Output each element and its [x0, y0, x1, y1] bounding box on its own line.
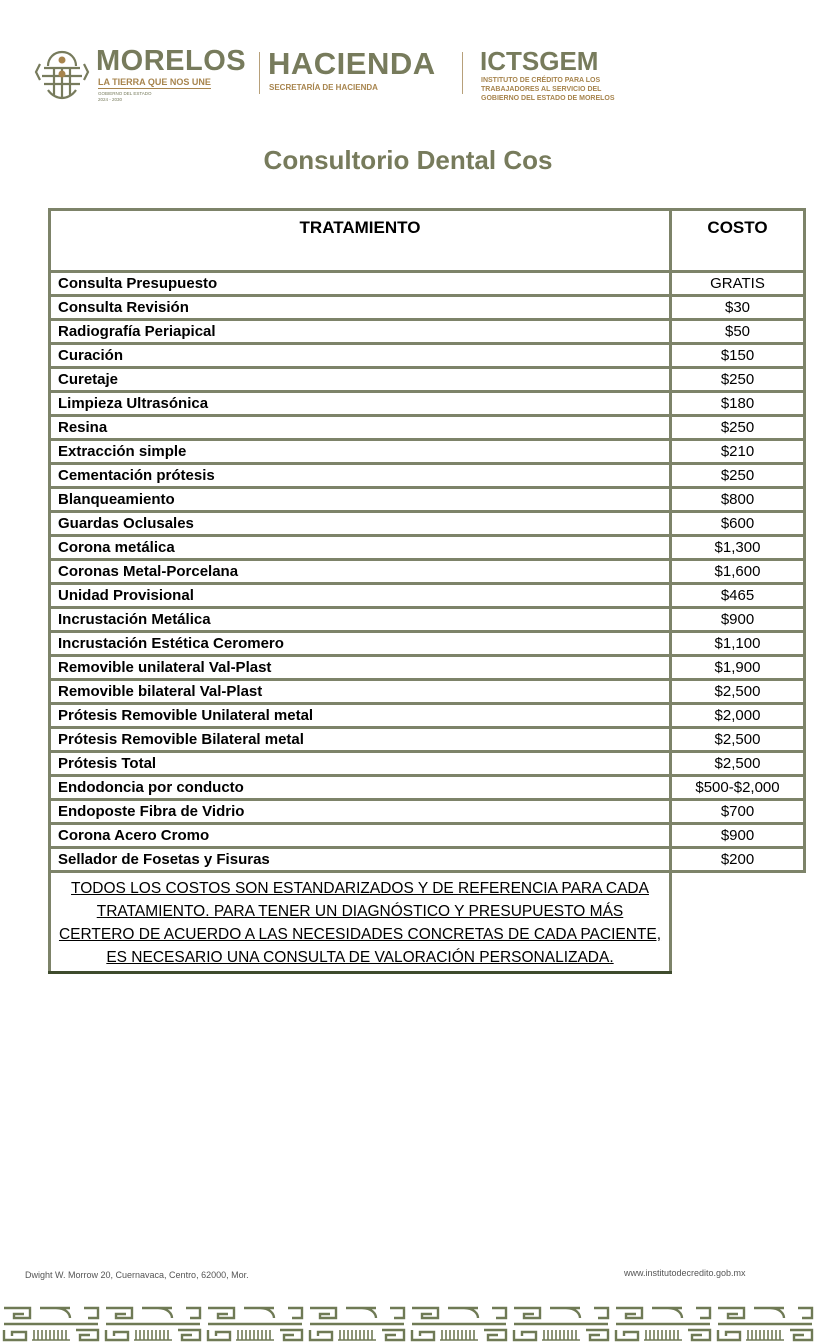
treatment-cell: Limpieza Ultrasónica — [50, 392, 671, 416]
ictsgem-subtitle-line: TRABAJADORES AL SERVICIO DEL — [481, 86, 602, 93]
cost-cell: $600 — [671, 512, 805, 536]
table-row — [50, 824, 805, 848]
cost-cell: $250 — [671, 368, 805, 392]
treatment-cell: Corona metálica — [50, 536, 671, 560]
treatment-cell: Removible unilateral Val-Plast — [50, 656, 671, 680]
treatment-cell: Incrustación Estética Ceromero — [50, 632, 671, 656]
ictsgem-logo — [480, 48, 655, 108]
cost-cell: $250 — [671, 464, 805, 488]
price-rows — [50, 272, 805, 872]
disclaimer-line: CERTERO DE ACUERDO A LAS NECESIDADES CONCRETAS DE CADA PACIENTE, — [58, 926, 662, 943]
table-row — [50, 704, 805, 728]
treatment-cell: Consulta Presupuesto — [50, 272, 671, 296]
treatment-cell: Prótesis Removible Unilateral metal — [50, 704, 671, 728]
ictsgem-wordmark: ICTSGEM — [480, 46, 599, 76]
page-title: Consultorio Dental Cos — [263, 145, 553, 175]
table-row — [50, 512, 805, 536]
hacienda-logo — [268, 48, 448, 98]
hacienda-subtitle: SECRETARÍA DE HACIENDA — [269, 83, 378, 92]
treatment-cell: Cementación prótesis — [50, 464, 671, 488]
cost-cell: $465 — [671, 584, 805, 608]
table-row — [50, 416, 805, 440]
footer-address: Dwight W. Morrow 20, Cuernavaca, Centro, 62000, Mor. — [25, 1270, 249, 1280]
cost-cell: $1,900 — [671, 656, 805, 680]
cost-cell: $500-$2,000 — [671, 776, 805, 800]
cost-cell: $210 — [671, 440, 805, 464]
ictsgem-subtitle-line: INSTITUTO DE CRÉDITO PARA LOS — [481, 77, 601, 84]
morelos-subtitle-line: 2024 - 2030 — [98, 96, 123, 102]
table-row — [50, 728, 805, 752]
table-row — [50, 440, 805, 464]
disclaimer-line: TODOS LOS COSTOS SON ESTANDARIZADOS Y DE REFERENCIA PARA CADA — [71, 880, 649, 897]
table-row — [50, 608, 805, 632]
treatment-cell: Curación — [50, 344, 671, 368]
table-row — [50, 536, 805, 560]
treatment-cell: Resina — [50, 416, 671, 440]
table-row — [50, 464, 805, 488]
table-row — [50, 296, 805, 320]
table-row — [50, 656, 805, 680]
table-row — [50, 320, 805, 344]
column-header-cost: COSTO — [671, 210, 805, 272]
footer-website: www.institutodecredito.gob.mx — [624, 1268, 746, 1278]
cost-cell: $180 — [671, 392, 805, 416]
column-header-treatment: TRATAMIENTO — [50, 210, 671, 272]
header-divider — [259, 52, 260, 94]
treatment-cell: Incrustación Metálica — [50, 608, 671, 632]
table-row — [50, 368, 805, 392]
treatment-cell: Guardas Oclusales — [50, 512, 671, 536]
ictsgem-subtitle-line: GOBIERNO DEL ESTADO DE MORELOS — [481, 95, 615, 102]
disclaimer-note — [50, 872, 671, 973]
treatment-cell: Sellador de Fosetas y Fisuras — [50, 848, 671, 872]
cost-cell: $900 — [671, 824, 805, 848]
table-row — [50, 344, 805, 368]
table-header-row — [50, 210, 805, 272]
table-row — [50, 488, 805, 512]
cost-cell: $800 — [671, 488, 805, 512]
cost-cell: $2,500 — [671, 752, 805, 776]
cost-cell: $1,100 — [671, 632, 805, 656]
table-row — [50, 584, 805, 608]
treatment-cell: Removible bilateral Val-Plast — [50, 680, 671, 704]
table-row — [50, 392, 805, 416]
treatment-cell: Consulta Revisión — [50, 296, 671, 320]
letterhead — [0, 0, 816, 120]
treatment-cell: Coronas Metal-Porcelana — [50, 560, 671, 584]
cost-cell: $2,500 — [671, 728, 805, 752]
treatment-cell: Extracción simple — [50, 440, 671, 464]
treatment-cell: Curetaje — [50, 368, 671, 392]
treatment-cell: Blanqueamiento — [50, 488, 671, 512]
cost-cell: $250 — [671, 416, 805, 440]
treatment-cell: Unidad Provisional — [50, 584, 671, 608]
morelos-tagline: LA TIERRA QUE NOS UNE — [98, 77, 211, 87]
table-row — [50, 752, 805, 776]
morelos-subtitle — [98, 91, 152, 102]
disclaimer-row — [50, 872, 805, 973]
cost-cell: GRATIS — [671, 272, 805, 296]
table-row — [50, 272, 805, 296]
treatment-cell: Prótesis Removible Bilateral metal — [50, 728, 671, 752]
cost-cell: $50 — [671, 320, 805, 344]
treatment-cell: Radiografía Periapical — [50, 320, 671, 344]
treatment-cell: Corona Acero Cromo — [50, 824, 671, 848]
disclaimer-line: ES NECESARIO UNA CONSULTA DE VALORACIÓN PERSONALIZADA. — [106, 949, 614, 966]
cost-cell: $700 — [671, 800, 805, 824]
morelos-seal-icon — [32, 44, 92, 104]
morelos-wordmark: MORELOS — [96, 45, 247, 77]
header-divider — [462, 52, 463, 94]
table-row — [50, 560, 805, 584]
treatment-cell: Endoposte Fibra de Vidrio — [50, 800, 671, 824]
cost-cell: $1,300 — [671, 536, 805, 560]
cost-cell: $1,600 — [671, 560, 805, 584]
cost-cell: $2,000 — [671, 704, 805, 728]
decorative-border-pattern — [0, 1304, 816, 1344]
hacienda-wordmark: HACIENDA — [268, 46, 436, 81]
price-table — [48, 208, 806, 974]
empty-cell — [671, 872, 805, 973]
table-row — [50, 632, 805, 656]
cost-cell: $150 — [671, 344, 805, 368]
morelos-logo — [32, 44, 247, 104]
table-row — [50, 800, 805, 824]
treatment-cell: Endodoncia por conducto — [50, 776, 671, 800]
treatment-cell: Prótesis Total — [50, 752, 671, 776]
cost-cell: $30 — [671, 296, 805, 320]
table-row — [50, 680, 805, 704]
table-row — [50, 848, 805, 872]
table-row — [50, 776, 805, 800]
cost-cell: $200 — [671, 848, 805, 872]
cost-cell: $2,500 — [671, 680, 805, 704]
cost-cell: $900 — [671, 608, 805, 632]
morelos-subtitle-line: GOBIERNO DEL ESTADO — [98, 91, 152, 96]
disclaimer-line: TRATAMIENTO. PARA TENER UN DIAGNÓSTICO Y PRESUPUESTO MÁS — [96, 903, 624, 920]
